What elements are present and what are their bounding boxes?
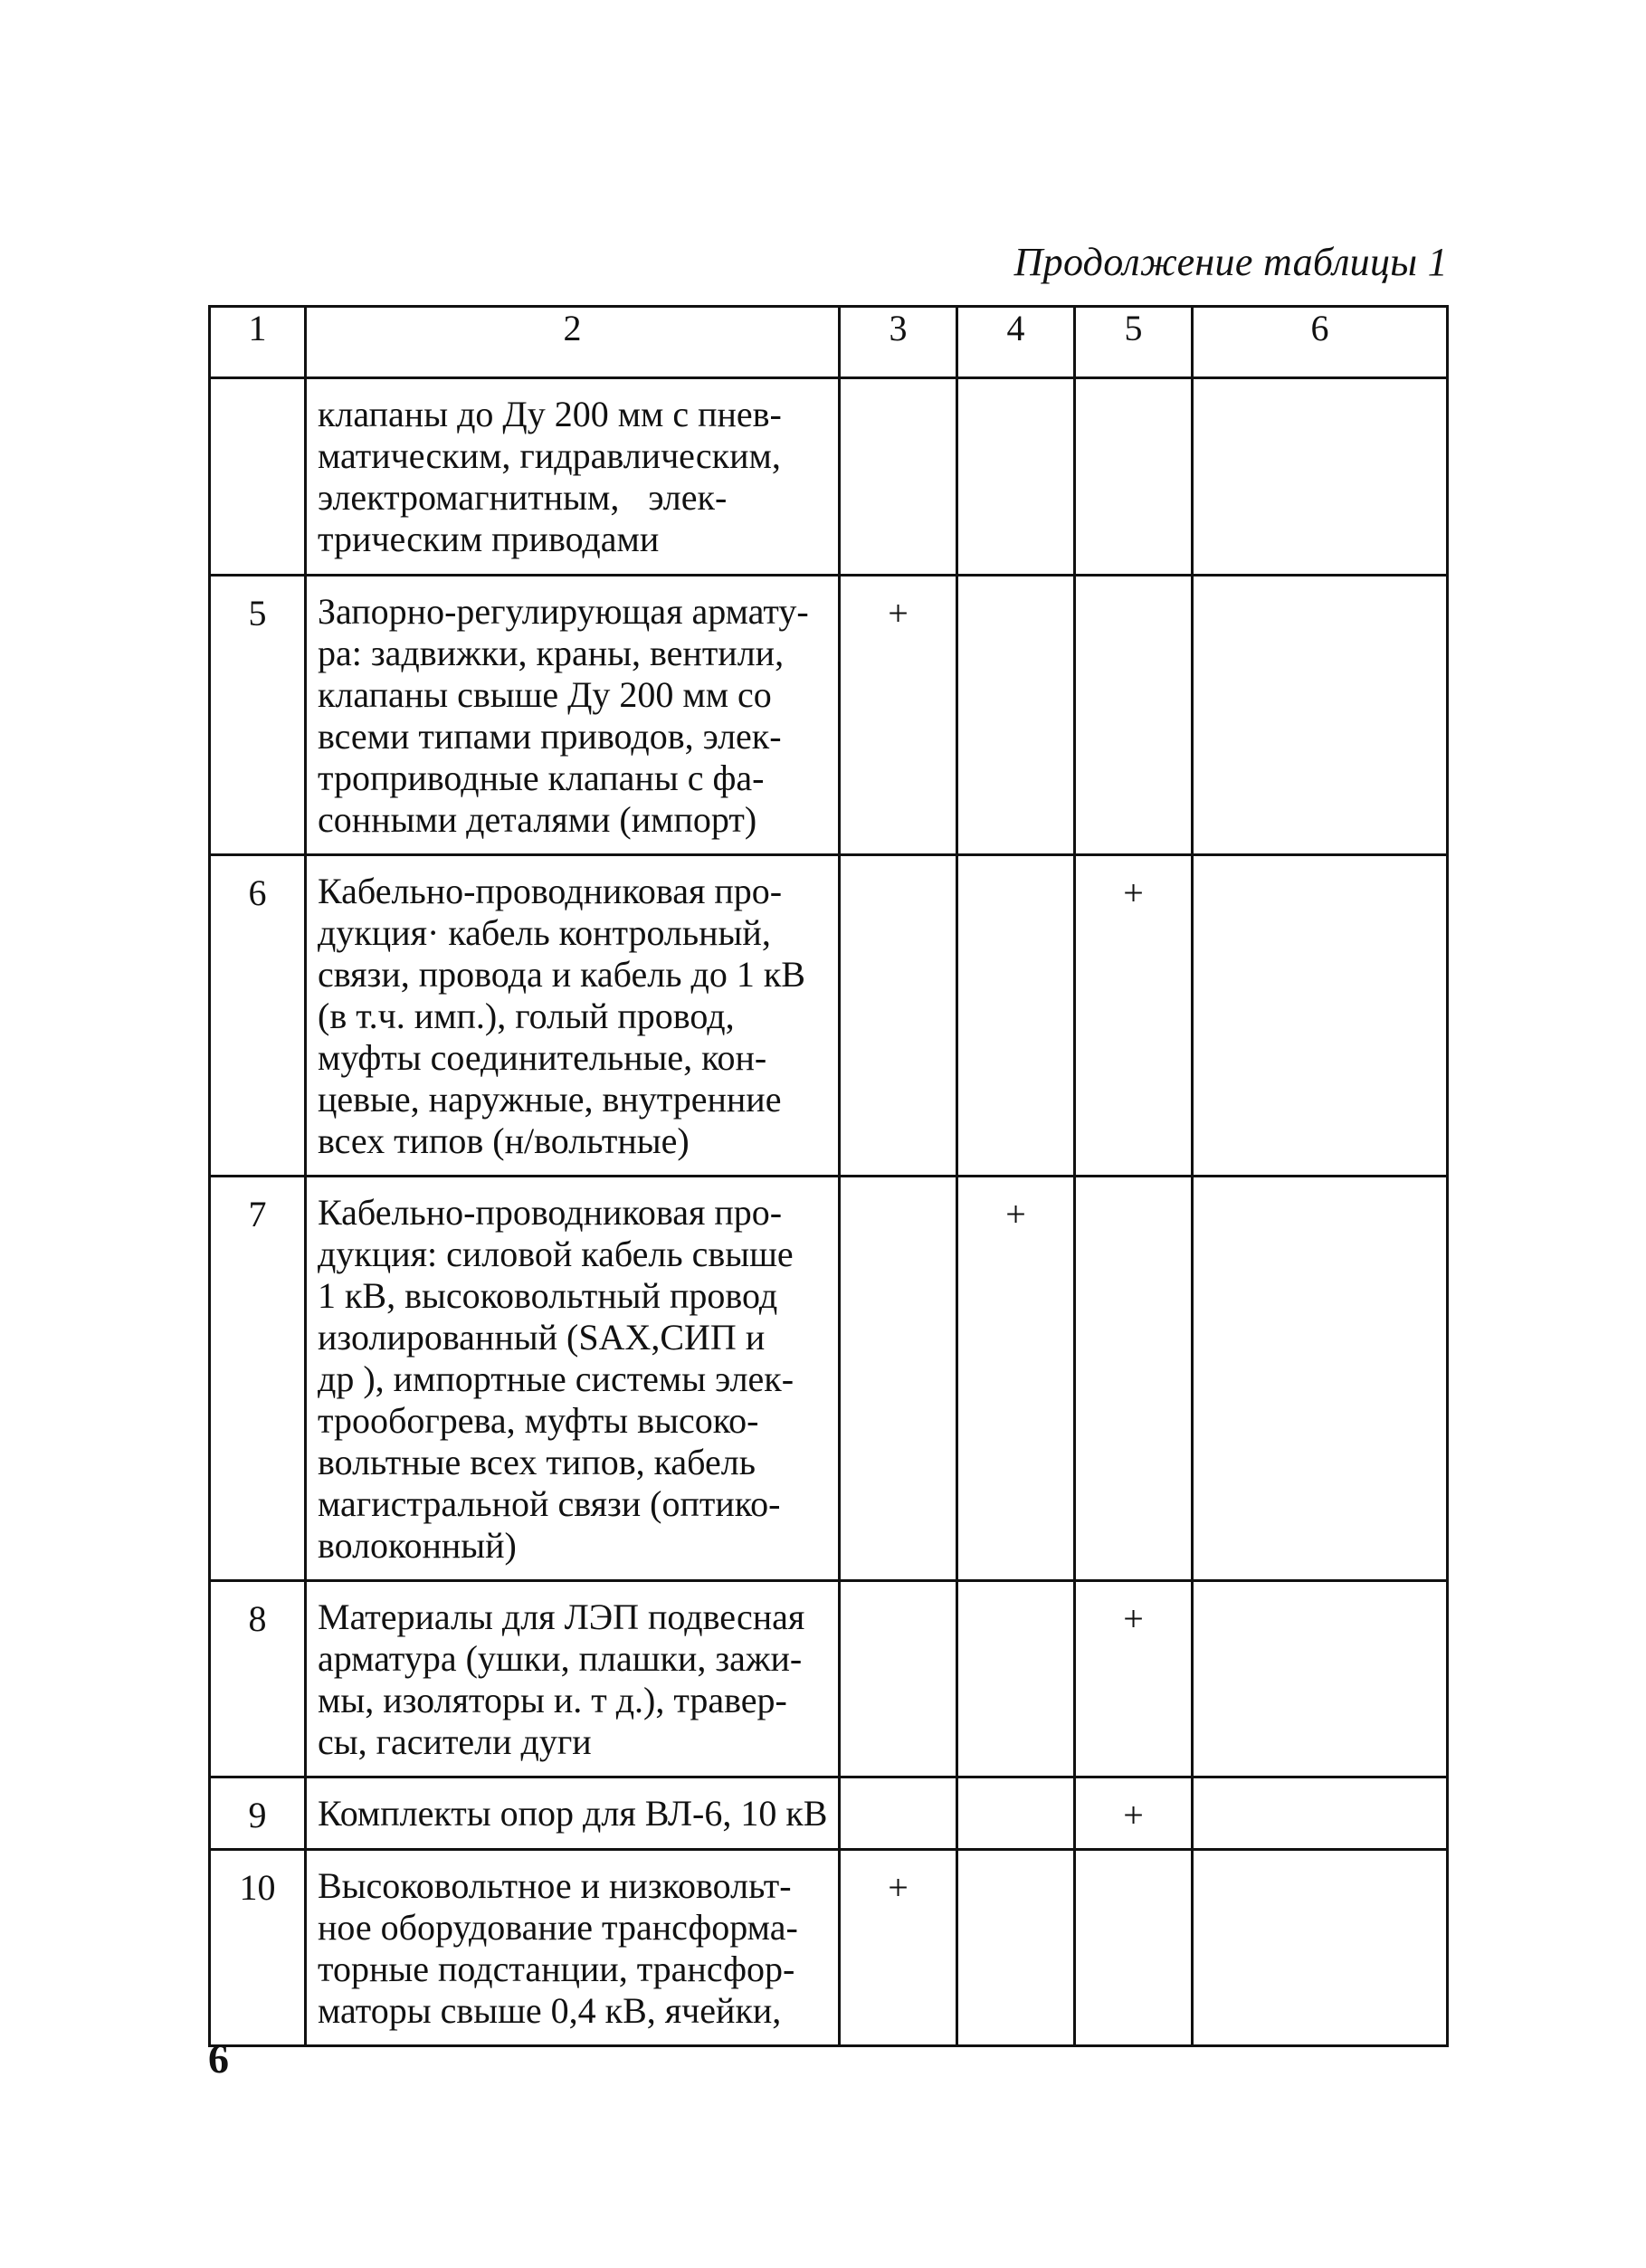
description-line: муфты соединительные, кон- <box>318 1037 767 1078</box>
row-number: 8 <box>210 1581 306 1777</box>
header-cell: 4 <box>957 307 1075 378</box>
row-number: 9 <box>210 1777 306 1850</box>
header-cell: 2 <box>306 307 840 378</box>
row-description <box>306 1581 840 1777</box>
table-caption: Продолжение таблицы 1 <box>1013 240 1448 284</box>
description-line: дукция: силовой кабель свыше <box>318 1234 794 1274</box>
description-line: 1 кВ, высоковольтный провод <box>318 1275 778 1316</box>
mark-col4 <box>957 378 1075 576</box>
description-line: троприводные клапаны с фа- <box>318 758 765 798</box>
header-cell: 1 <box>210 307 306 378</box>
description-line: клапаны до Ду 200 мм с пнев- <box>318 394 782 434</box>
description-line: Кабельно-проводниковая про- <box>318 1192 783 1233</box>
mark-col3 <box>840 1581 957 1777</box>
table-row <box>210 576 1448 855</box>
mark-col3: + <box>840 576 957 855</box>
table-row <box>210 855 1448 1177</box>
mark-col5: + <box>1075 1777 1193 1850</box>
table-row <box>210 1177 1448 1581</box>
description-line: маторы свыше 0,4 кВ, ячейки, <box>318 1990 782 2031</box>
table-row <box>210 1777 1448 1850</box>
header-cell: 5 <box>1075 307 1193 378</box>
row-number: 7 <box>210 1177 306 1581</box>
description-line: дукция· кабель контрольный, <box>318 912 771 953</box>
description-line: Комплекты опор для ВЛ-6, 10 кВ <box>318 1793 828 1834</box>
description-line: торные подстанции, трансфор- <box>318 1949 795 1989</box>
description-line: цевые, наружные, внутренние <box>318 1079 782 1120</box>
row-number: 10 <box>210 1850 306 2046</box>
description-line: ра: задвижки, краны, вентили, <box>318 633 785 673</box>
mark-col3 <box>840 1177 957 1581</box>
mark-col4 <box>957 1581 1075 1777</box>
description-line: мы, изоляторы и. т д.), травер- <box>318 1680 787 1720</box>
description-line: сонными деталями (импорт) <box>318 799 757 840</box>
mark-col5 <box>1075 1177 1193 1581</box>
mark-col4 <box>957 1777 1075 1850</box>
row-description <box>306 378 840 576</box>
mark-col4 <box>957 576 1075 855</box>
mark-col6 <box>1193 1177 1448 1581</box>
description-line: Запорно-регулирующая армату- <box>318 591 809 632</box>
table-header-row <box>210 307 1448 378</box>
description-line: Высоковольтное и низковольт- <box>318 1865 792 1906</box>
description-line: др ), импортные системы элек- <box>318 1358 794 1399</box>
description-line: изолированный (SAX,СИП и <box>318 1317 766 1358</box>
description-line: Материалы для ЛЭП подвесная <box>318 1596 805 1637</box>
mark-col5 <box>1075 378 1193 576</box>
mark-col3: + <box>840 1850 957 2046</box>
mark-col5: + <box>1075 1581 1193 1777</box>
row-description <box>306 576 840 855</box>
mark-col3 <box>840 1777 957 1850</box>
row-number: 6 <box>210 855 306 1177</box>
description-line: трическим приводами <box>318 519 660 559</box>
description-line: связи, провода и кабель до 1 кВ <box>318 954 805 995</box>
mark-col4 <box>957 855 1075 1177</box>
table-row <box>210 378 1448 576</box>
header-cell: 6 <box>1193 307 1448 378</box>
description-line: трообогрева, муфты высоко- <box>318 1400 759 1441</box>
table-row <box>210 1850 1448 2046</box>
table-row <box>210 1581 1448 1777</box>
description-line: вольтные всех типов, кабель <box>318 1442 756 1482</box>
mark-col6 <box>1193 576 1448 855</box>
mark-col5: + <box>1075 855 1193 1177</box>
row-description <box>306 1177 840 1581</box>
description-line: матическим, гидравлическим, <box>318 435 781 476</box>
mark-col4: + <box>957 1177 1075 1581</box>
row-number <box>210 378 306 576</box>
header-cell: 3 <box>840 307 957 378</box>
mark-col4 <box>957 1850 1075 2046</box>
mark-col6 <box>1193 1777 1448 1850</box>
description-line: арматура (ушки, плашки, зажи- <box>318 1638 803 1679</box>
mark-col6 <box>1193 378 1448 576</box>
mark-col6 <box>1193 855 1448 1177</box>
equipment-table <box>208 305 1449 2047</box>
description-line: электромагнитным, элек- <box>318 477 728 518</box>
description-line: волоконный) <box>318 1525 517 1566</box>
description-line: Кабельно-проводниковая про- <box>318 871 783 911</box>
description-line: всеми типами приводов, элек- <box>318 716 782 757</box>
page-number: 6 <box>208 2035 229 2082</box>
row-description <box>306 1850 840 2046</box>
row-description <box>306 855 840 1177</box>
mark-col3 <box>840 378 957 576</box>
mark-col6 <box>1193 1850 1448 2046</box>
mark-col5 <box>1075 1850 1193 2046</box>
description-line: сы, гасители дуги <box>318 1721 592 1762</box>
mark-col6 <box>1193 1581 1448 1777</box>
description-line: клапаны свыше Ду 200 мм со <box>318 674 772 715</box>
description-line: ное оборудование трансформа- <box>318 1907 798 1948</box>
description-line: (в т.ч. имп.), голый провод, <box>318 996 735 1036</box>
row-number: 5 <box>210 576 306 855</box>
mark-col5 <box>1075 576 1193 855</box>
row-description <box>306 1777 840 1850</box>
description-line: магистральной связи (оптико- <box>318 1483 781 1524</box>
description-line: всех типов (н/вольтные) <box>318 1120 690 1161</box>
mark-col3 <box>840 855 957 1177</box>
